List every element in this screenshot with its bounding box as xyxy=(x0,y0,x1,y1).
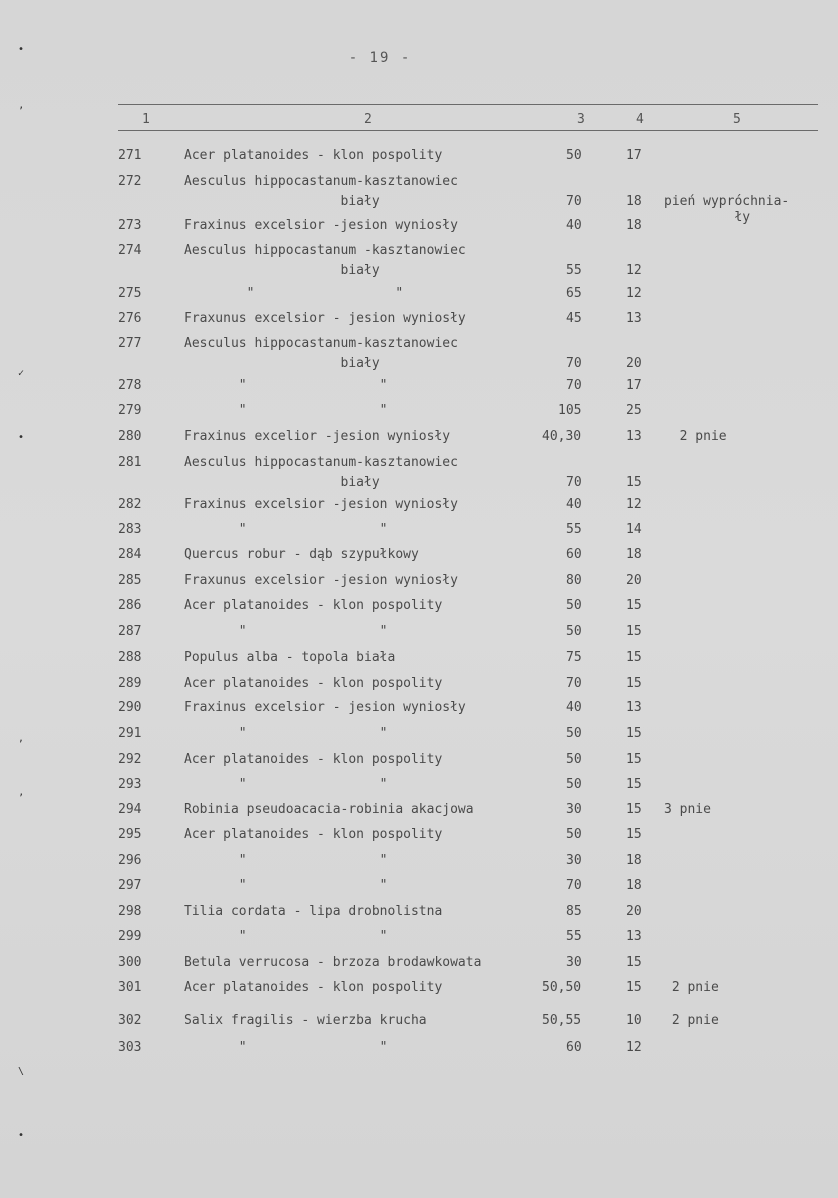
tree-number: 275 xyxy=(118,286,142,301)
species-name: Fraxunus excelsior -jesion wyniosły xyxy=(184,573,458,588)
trunk-diameter: 105 xyxy=(558,403,582,418)
tree-number: 294 xyxy=(118,802,142,817)
tree-number: 272 xyxy=(118,174,142,189)
tree-height: 15 xyxy=(626,475,642,490)
species-name: " " xyxy=(184,853,388,868)
species-name: Fraxinus excelsior -jesion wyniosły xyxy=(184,497,458,512)
remarks: 3 pnie xyxy=(664,802,711,817)
tree-number: 300 xyxy=(118,955,142,970)
tree-height: 18 xyxy=(626,218,642,233)
trunk-diameter: 50 xyxy=(566,624,582,639)
tree-height: 12 xyxy=(626,497,642,512)
species-name: Fraxinus excelsior -jesion wyniosły xyxy=(184,218,458,233)
page-number: - 19 - xyxy=(348,50,412,66)
species-name: Acer platanoides - klon pospolity xyxy=(184,752,443,767)
tree-number: 297 xyxy=(118,878,142,893)
species-name: Acer platanoides - klon pospolity xyxy=(184,827,443,842)
tree-number: 296 xyxy=(118,853,142,868)
margin-mark: , xyxy=(18,733,25,744)
tree-number: 274 xyxy=(118,243,142,258)
trunk-diameter: 50 xyxy=(566,827,582,842)
tree-height: 15 xyxy=(626,980,642,995)
margin-mark: ’ xyxy=(18,793,25,804)
tree-height: 25 xyxy=(626,403,642,418)
species-name: " " xyxy=(184,929,388,944)
tree-number: 277 xyxy=(118,336,142,351)
tree-height: 10 xyxy=(626,1013,642,1028)
trunk-diameter: 50 xyxy=(566,752,582,767)
species-name: Acer platanoides - klon pospolity xyxy=(184,980,443,995)
species-name-continued: biały xyxy=(184,475,380,490)
tree-number: 298 xyxy=(118,904,142,919)
species-name: " " xyxy=(184,378,388,393)
species-name: Salix fragilis - wierzba krucha xyxy=(184,1013,427,1028)
tree-height: 14 xyxy=(626,522,642,537)
trunk-diameter: 30 xyxy=(566,802,582,817)
tree-number: 286 xyxy=(118,598,142,613)
species-name: " " xyxy=(184,726,388,741)
trunk-diameter: 70 xyxy=(566,878,582,893)
table-top-rule xyxy=(118,104,818,105)
trunk-diameter: 70 xyxy=(566,356,582,371)
tree-height: 18 xyxy=(626,547,642,562)
species-name: " " xyxy=(184,1040,388,1055)
trunk-diameter: 55 xyxy=(566,263,582,278)
tree-height: 18 xyxy=(626,853,642,868)
trunk-diameter: 85 xyxy=(566,904,582,919)
species-name: " " xyxy=(184,624,388,639)
tree-number: 283 xyxy=(118,522,142,537)
trunk-diameter: 45 xyxy=(566,311,582,326)
species-name: " " xyxy=(184,403,388,418)
tree-number: 290 xyxy=(118,700,142,715)
tree-height: 15 xyxy=(626,752,642,767)
trunk-diameter: 50 xyxy=(566,777,582,792)
margin-mark: • xyxy=(18,432,25,443)
tree-height: 15 xyxy=(626,827,642,842)
tree-number: 287 xyxy=(118,624,142,639)
tree-number: 281 xyxy=(118,455,142,470)
trunk-diameter: 40,30 xyxy=(542,429,582,444)
trunk-diameter: 80 xyxy=(566,573,582,588)
tree-number: 282 xyxy=(118,497,142,512)
tree-number: 303 xyxy=(118,1040,142,1055)
tree-height: 15 xyxy=(626,650,642,665)
species-name: Betula verrucosa - brzoza brodawkowata xyxy=(184,955,482,970)
trunk-diameter: 50 xyxy=(566,598,582,613)
tree-number: 284 xyxy=(118,547,142,562)
tree-number: 293 xyxy=(118,777,142,792)
trunk-diameter: 70 xyxy=(566,194,582,209)
trunk-diameter: 55 xyxy=(566,522,582,537)
tree-number: 278 xyxy=(118,378,142,393)
trunk-diameter: 30 xyxy=(566,955,582,970)
species-name: " " xyxy=(184,878,388,893)
trunk-diameter: 70 xyxy=(566,475,582,490)
trunk-diameter: 60 xyxy=(566,1040,582,1055)
tree-height: 15 xyxy=(626,802,642,817)
tree-number: 276 xyxy=(118,311,142,326)
species-name: Fraxinus excelior -jesion wyniosły xyxy=(184,429,451,444)
tree-height: 15 xyxy=(626,598,642,613)
tree-height: 17 xyxy=(626,378,642,393)
tree-height: 15 xyxy=(626,726,642,741)
trunk-diameter: 60 xyxy=(566,547,582,562)
tree-height: 12 xyxy=(626,263,642,278)
tree-height: 17 xyxy=(626,148,642,163)
species-name: " " xyxy=(184,777,388,792)
species-name-continued: biały xyxy=(184,356,380,371)
tree-height: 13 xyxy=(626,929,642,944)
margin-mark: ’ xyxy=(18,106,25,117)
tree-number: 288 xyxy=(118,650,142,665)
tree-number: 285 xyxy=(118,573,142,588)
species-name: Aesculus hippocastanum -kasztanowiec xyxy=(184,243,466,258)
species-name: " " xyxy=(184,286,404,301)
table-header-rule xyxy=(118,130,818,131)
species-name: Acer platanoides - klon pospolity xyxy=(184,148,443,163)
margin-mark: • xyxy=(18,1130,25,1141)
species-name: Aesculus hippocastanum-kasztanowiec xyxy=(184,336,458,351)
remarks: pień wypróchnia- ły xyxy=(664,194,790,225)
trunk-diameter: 50 xyxy=(566,726,582,741)
species-name: Acer platanoides - klon pospolity xyxy=(184,676,443,691)
tree-number: 273 xyxy=(118,218,142,233)
trunk-diameter: 50,55 xyxy=(542,1013,582,1028)
species-name: Aesculus hippocastanum-kasztanowiec xyxy=(184,455,458,470)
tree-number: 291 xyxy=(118,726,142,741)
tree-height: 12 xyxy=(626,286,642,301)
trunk-diameter: 70 xyxy=(566,676,582,691)
tree-number: 302 xyxy=(118,1013,142,1028)
column-header-3: 3 xyxy=(577,112,585,127)
trunk-diameter: 70 xyxy=(566,378,582,393)
tree-height: 15 xyxy=(626,676,642,691)
species-name: Fraxunus excelsior - jesion wyniosły xyxy=(184,311,466,326)
tree-height: 15 xyxy=(626,624,642,639)
column-header-1: 1 xyxy=(142,112,150,127)
trunk-diameter: 50,50 xyxy=(542,980,582,995)
tree-height: 13 xyxy=(626,311,642,326)
tree-height: 15 xyxy=(626,955,642,970)
margin-mark: • xyxy=(18,44,25,55)
tree-height: 12 xyxy=(626,1040,642,1055)
trunk-diameter: 65 xyxy=(566,286,582,301)
species-name: " " xyxy=(184,522,388,537)
margin-mark: \ xyxy=(18,1066,25,1077)
tree-number: 289 xyxy=(118,676,142,691)
species-name: Fraxinus excelsior - jesion wyniosły xyxy=(184,700,466,715)
trunk-diameter: 55 xyxy=(566,929,582,944)
column-header-4: 4 xyxy=(636,112,644,127)
remarks: 2 pnie xyxy=(664,980,719,995)
tree-height: 20 xyxy=(626,904,642,919)
species-name: Tilia cordata - lipa drobnolistna xyxy=(184,904,443,919)
trunk-diameter: 40 xyxy=(566,497,582,512)
remarks: 2 pnie xyxy=(664,1013,719,1028)
trunk-diameter: 50 xyxy=(566,148,582,163)
trunk-diameter: 30 xyxy=(566,853,582,868)
tree-height: 13 xyxy=(626,429,642,444)
tree-number: 280 xyxy=(118,429,142,444)
tree-height: 20 xyxy=(626,573,642,588)
column-header-5: 5 xyxy=(733,112,741,127)
tree-number: 295 xyxy=(118,827,142,842)
remarks: 2 pnie xyxy=(664,429,727,444)
tree-number: 271 xyxy=(118,148,142,163)
column-header-2: 2 xyxy=(364,112,372,127)
tree-height: 20 xyxy=(626,356,642,371)
tree-height: 18 xyxy=(626,194,642,209)
tree-height: 15 xyxy=(626,777,642,792)
trunk-diameter: 75 xyxy=(566,650,582,665)
species-name: Quercus robur - dąb szypułkowy xyxy=(184,547,419,562)
tree-number: 292 xyxy=(118,752,142,767)
species-name: Aesculus hippocastanum-kasztanowiec xyxy=(184,174,458,189)
species-name-continued: biały xyxy=(184,194,380,209)
species-name: Acer platanoides - klon pospolity xyxy=(184,598,443,613)
species-name-continued: biały xyxy=(184,263,380,278)
species-name: Robinia pseudoacacia-robinia akacjowa xyxy=(184,802,474,817)
tree-number: 279 xyxy=(118,403,142,418)
tree-height: 13 xyxy=(626,700,642,715)
trunk-diameter: 40 xyxy=(566,218,582,233)
margin-mark: ✓ xyxy=(18,368,25,379)
tree-number: 299 xyxy=(118,929,142,944)
trunk-diameter: 40 xyxy=(566,700,582,715)
tree-number: 301 xyxy=(118,980,142,995)
tree-height: 18 xyxy=(626,878,642,893)
species-name: Populus alba - topola biała xyxy=(184,650,396,665)
